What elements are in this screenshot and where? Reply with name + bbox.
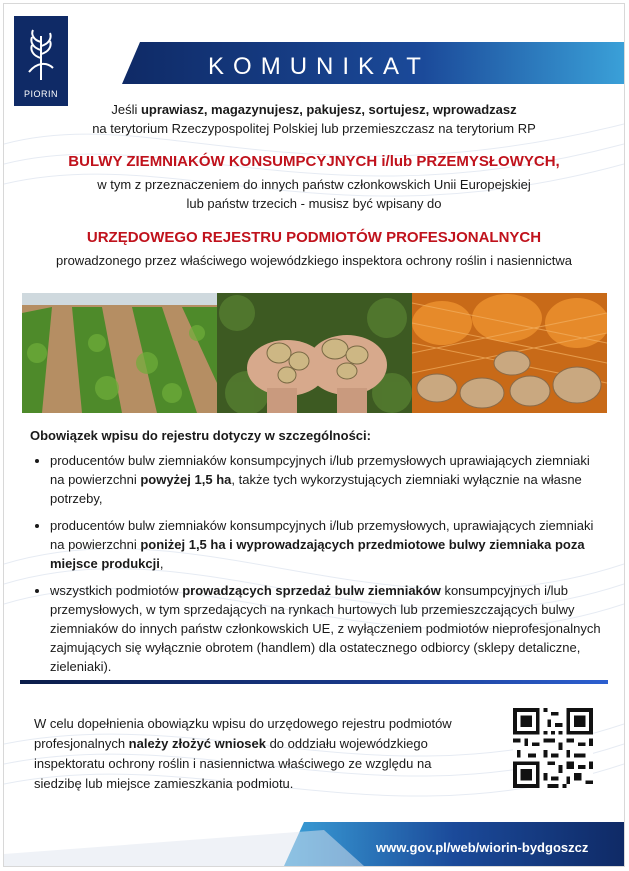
list-item: • wszystkich podmiotów prowadzących sprzedaż bulw ziemniaków konsumpcyjnych i/lub przemysłowych, w tym sprzedających na rynkach hurtowych lub przemieszczających bulwy ziemniaków do innych państw członkowskich UE, z wyłączeniem podmiotów nieprofesjonalnych zajmujących się wyłącznie obrotem (handlem) dla ostatecznego odbiorcy (sklepy detaliczne, zieleniaki). bbox=[50, 581, 605, 676]
photo-strip bbox=[22, 293, 607, 413]
page-title: KOMUNIKAT bbox=[208, 53, 430, 80]
intro-line-1: Jeśli uprawiasz, magazynujesz, pakujesz, sortujesz, wprowadzasz bbox=[111, 102, 517, 117]
headline-register: URZĘDOWEGO REJESTRU PODMIOTÓW PROFESJONALNYCH bbox=[86, 229, 542, 246]
obligation-section bbox=[30, 426, 605, 684]
potato-field-photo bbox=[22, 293, 217, 413]
intro-line-3: w tym z przeznaczeniem do innych państw członkowskich Unii Europejskiej bbox=[97, 177, 531, 192]
poster bbox=[3, 3, 625, 867]
footer-banner bbox=[4, 804, 624, 866]
qr-code[interactable] bbox=[513, 708, 593, 788]
logo-text: PIORIN bbox=[23, 89, 58, 99]
wheat-logo-icon bbox=[21, 28, 61, 82]
obligation-list bbox=[30, 451, 605, 676]
intro-line-5: prowadzonego przez właściwego wojewódzkiego inspektora ochrony roślin i nasiennictwa bbox=[56, 253, 572, 268]
list-item: • producentów bulw ziemniaków konsumpcyjnych i/lub przemysłowych, uprawiających ziemniaki na powierzchni poniżej 1,5 ha i wyprowadzających przedmiotowe bulwy ziemniaka poza miejsce produkcji, bbox=[50, 516, 605, 573]
list-item: • producentów bulw ziemniaków konsumpcyjnych i/lub przemysłowych uprawiających ziemniaki na powierzchni powyżej 1,5 ha, także tych wykorzystujących ziemniaki wyłącznie na własne potrzeby, bbox=[50, 451, 605, 508]
potatoes-in-sacks-photo bbox=[412, 293, 607, 413]
intro-line-2: na terytorium Rzeczypospolitej Polskiej lub przemieszczasz na terytorium RP bbox=[92, 121, 536, 136]
website-link[interactable]: www.gov.pl/web/wiorin-bydgoszcz bbox=[376, 840, 589, 855]
intro-line-4: lub państw trzecich - musisz być wpisany do bbox=[186, 196, 442, 211]
piorin-logo bbox=[14, 16, 68, 106]
section-divider bbox=[20, 680, 608, 684]
hands-with-potatoes-photo bbox=[217, 293, 412, 413]
obligation-heading: Obowiązek wpisu do rejestru dotyczy w szczególności: bbox=[30, 428, 371, 443]
application-info: W celu dopełnienia obowiązku wpisu do urzędowego rejestru podmiotów profesjonalnych należy złożyć wniosek do oddziału wojewódzkiego inspektoratu ochrony roślin i nasiennictwa właściwego ze względu na siedzibę lub miejsce zamieszkania podmiotu. bbox=[34, 716, 452, 791]
headline-potatoes: BULWY ZIEMNIAKÓW KONSUMPCYJNYCH i/lub PRZEMYSŁOWYCH, bbox=[68, 153, 560, 170]
